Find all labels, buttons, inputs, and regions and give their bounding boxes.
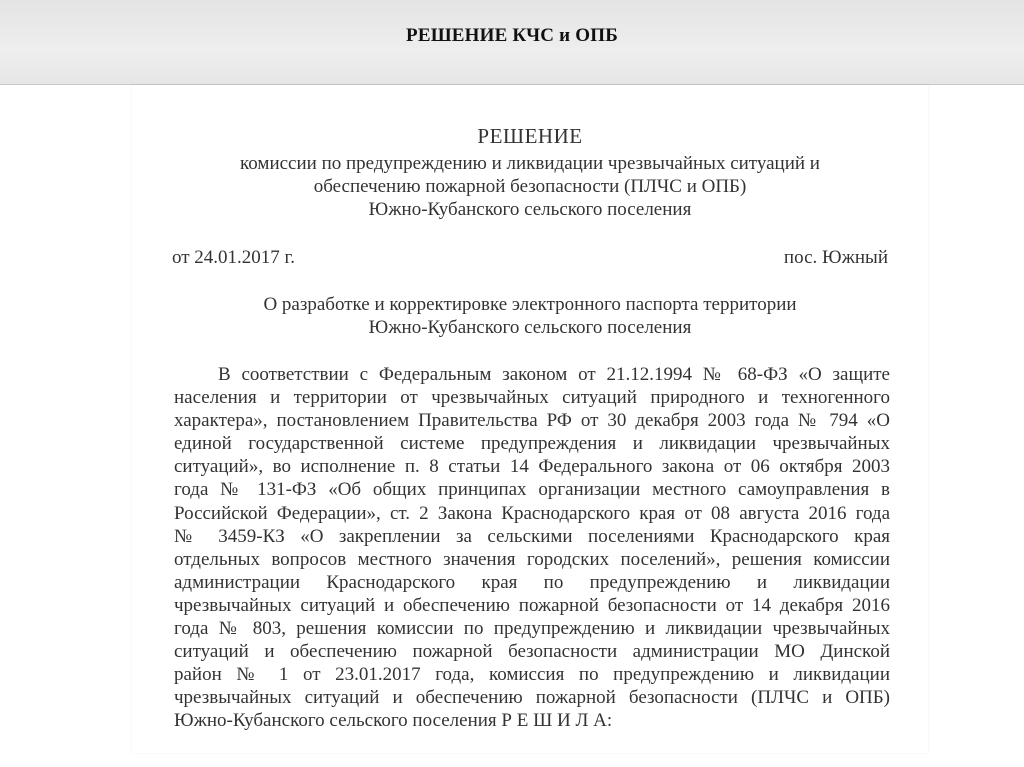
body-line: № 3459-КЗ «О закреплении за сельскими поселениями Краснодарского края xyxy=(174,525,890,547)
document-heading-line: обеспечению пожарной безопасности (ПЛЧС и ОПБ) xyxy=(313,176,747,197)
body-line: Российской Федерации», ст. 2 Закона Краснодарского края от 08 августа 2016 года xyxy=(174,502,890,524)
body-line: чрезвычайных ситуаций и обеспечению пожарной безопасности от 14 декабря 2016 xyxy=(174,594,890,616)
body-line: ситуаций», во исполнение п. 8 статьи 14 Федерального закона от 06 октября 2003 xyxy=(174,456,890,478)
document-subject-line: Южно-Кубанского сельского поселения xyxy=(368,317,692,338)
body-line: года № 803, решения комиссии по предупреждению и ликвидации чрезвычайных xyxy=(174,618,890,640)
body-line: Южно-Кубанского сельского поселения Р Е Ш И Л А: xyxy=(174,710,613,732)
document-place: пос. Южный xyxy=(783,247,888,268)
scanned-document xyxy=(132,85,928,753)
body-line: чрезвычайных ситуаций и обеспечению пожарной безопасности (ПЛЧС и ОПБ) xyxy=(174,687,890,709)
document-heading: РЕШЕНИЕ xyxy=(477,124,583,148)
slide-title: РЕШЕНИЕ КЧС и ОПБ xyxy=(406,25,618,46)
body-line: населения и территории от чрезвычайных ситуаций природного и техногенного xyxy=(174,387,890,409)
document-date: от 24.01.2017 г. xyxy=(172,247,295,268)
body-line: единой государственной системе предупреждения и ликвидации чрезвычайных xyxy=(174,433,890,455)
body-line: года № 131-ФЗ «Об общих принципах организации местного самоуправления в xyxy=(174,479,890,501)
body-line: ситуаций и обеспечению пожарной безопасности администрации МО Динской xyxy=(174,641,890,663)
document-heading-line: комиссии по предупреждению и ликвидации чрезвычайных ситуаций и xyxy=(240,153,820,174)
document-heading-line: Южно-Кубанского сельского поселения xyxy=(368,199,692,220)
body-line: отдельных вопросов местного значения городских поселений», решения комиссии xyxy=(174,548,890,570)
body-line: район № 1 от 23.01.2017 года, комиссия по предупреждению и ликвидации xyxy=(174,664,890,686)
document-subject-line: О разработке и корректировке электронного паспорта территории xyxy=(263,294,797,315)
body-line: администрации Краснодарского края по предупреждению и ликвидации xyxy=(174,571,890,593)
date-place-row xyxy=(172,246,888,269)
document-body xyxy=(174,363,890,733)
body-line: характера», постановлением Правительства РФ от 30 декабря 2003 года № 794 «О xyxy=(174,410,890,432)
body-line: В соответствии с Федеральным законом от 21.12.1994 № 68-ФЗ «О защите xyxy=(218,364,890,385)
